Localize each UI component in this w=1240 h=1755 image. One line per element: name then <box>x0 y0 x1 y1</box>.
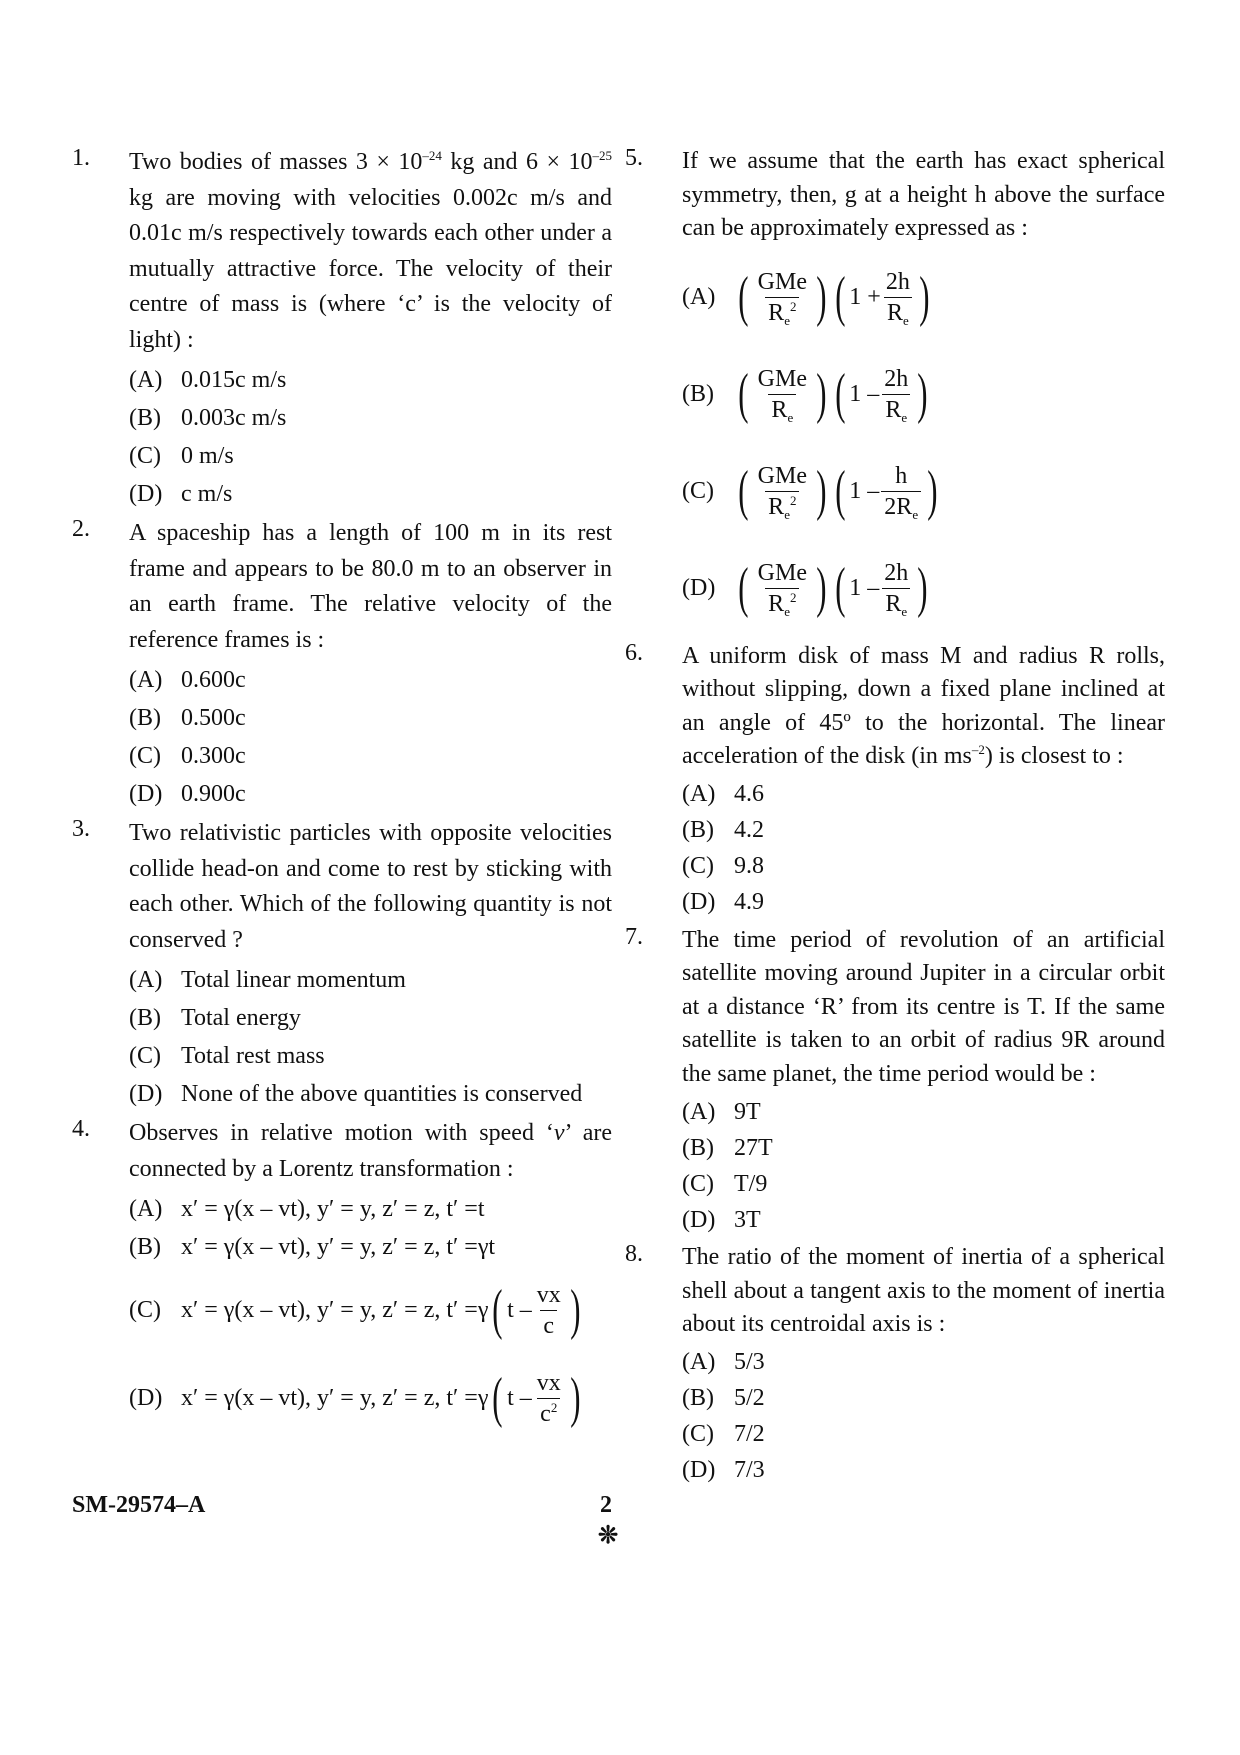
option-d[interactable]: (D) None of the above quantities is conserved <box>129 1080 583 1107</box>
option-a[interactable]: (A) 4.6 <box>682 781 764 807</box>
fraction: $\frac{2h}{R_e}$ <box>884 365 909 425</box>
option-list <box>129 361 612 513</box>
option-d[interactable]: (D) 3T <box>682 1206 761 1233</box>
question-number: 6. <box>625 639 643 666</box>
question-1 <box>72 145 612 513</box>
option-b[interactable]: (B) 0.003c m/s <box>129 404 287 431</box>
option-d[interactable]: (D) 0.900c <box>129 780 246 807</box>
question-3 <box>72 816 612 1113</box>
option-b[interactable]: (B) x′ = γ(x – vt), y′ = y, z′ = z, t′ = γt <box>129 1233 496 1260</box>
option-list <box>129 961 612 1113</box>
page-number: 2 <box>600 1492 612 1518</box>
fraction: $\frac{\text{GMe}}{R_e^2}$ <box>757 559 807 619</box>
option-c[interactable]: (C) 9.8 <box>682 853 764 879</box>
question-text: Two relativistic particles with opposite velocities collide head-on and come to rest by sticking with each other. Which of the following quantity is not conserved ? <box>129 820 612 953</box>
option-c[interactable]: (C) T/9 <box>682 1170 768 1197</box>
question-number: 7. <box>625 923 643 950</box>
question-number: 8. <box>625 1241 643 1267</box>
parenthesized-expression: ( t – $\frac{vx}{c^2}$ ) <box>492 1367 581 1429</box>
question-5 <box>625 145 1165 637</box>
option-c[interactable]: (C) x′ = γ(x – vt), y′ = y, z′ = z, t′ = γ ( t – $\frac{vx}{c}$ ) <box>129 1266 612 1354</box>
option-a[interactable]: (A) Total linear momentum <box>129 966 406 993</box>
question-8 <box>625 1241 1165 1489</box>
fraction: $\frac{\text{GMe}}{R_e^2}$ <box>757 268 807 328</box>
option-a[interactable]: (A) ( $\frac{\text{GMe}}{R_e^2}$ ) ( 1 + $\frac{2h}{R_e}$ ) <box>682 266 930 328</box>
option-b[interactable]: (B) Total energy <box>129 1004 301 1031</box>
fraction: $\frac{\text{GMe}}{R_e}$ <box>757 365 807 425</box>
option-c[interactable]: (C) Total rest mass <box>129 1042 325 1069</box>
fraction: $\frac{\text{GMe}}{R_e^2}$ <box>757 462 807 522</box>
left-column <box>72 145 612 1445</box>
option-a[interactable]: (A) x′ = γ(x – vt), y′ = y, z′ = z, t′ = t <box>129 1195 485 1222</box>
option-a[interactable]: (A) 9T <box>682 1098 761 1125</box>
question-number: 5. <box>625 145 643 171</box>
question-text: The ratio of the moment of inertia of a spherical shell about a tangent axis to the moment of inertia about its centroidal axis is : <box>682 1244 1165 1337</box>
question-number: 4. <box>72 1116 90 1142</box>
option-d[interactable]: (D) 7/3 <box>682 1457 765 1483</box>
right-column <box>625 145 1165 1492</box>
option-c[interactable]: (C) 0.300c <box>129 742 246 769</box>
paper-code: SM-29574–A <box>72 1492 206 1518</box>
option-a[interactable]: (A) 0.600c <box>129 666 246 693</box>
option-d[interactable]: (D) x′ = γ(x – vt), y′ = y, z′ = z, t′ = γ ( t – $\frac{vx}{c^2}$ ) <box>129 1354 612 1442</box>
fraction: $\frac{vx}{c}$ <box>536 1281 561 1339</box>
option-b[interactable]: (B) ( $\frac{\text{GMe}}{R_e}$ ) ( 1 – $\frac{2h}{R_e}$ ) <box>682 363 928 425</box>
option-list <box>129 661 612 813</box>
option-b[interactable]: (B) 27T <box>682 1134 773 1161</box>
option-d[interactable]: (D) 4.9 <box>682 889 764 915</box>
option-b[interactable]: (B) 5/2 <box>682 1385 765 1411</box>
question-number: 1. <box>72 145 90 171</box>
fraction: $\frac{h}{2R_e}$ <box>881 463 921 520</box>
question-text: Two bodies of masses $3 \times 10^{-24}$ kg and $6 \times 10^{-25}$ kg are moving with velocities 0.002c m/s and 0.01c m/s respectively towards each other under a mutually attractive force. The velocity of their centre of mass is (where ‘c’ is the velocity of light) : <box>129 148 613 353</box>
question-number: 3. <box>72 816 90 842</box>
question-4 <box>72 1116 612 1442</box>
question-text: Observes in relative motion with speed ‘v’ are connected by a Lorentz transformation : <box>129 1120 612 1182</box>
option-list <box>682 1094 1165 1238</box>
option-d[interactable]: (D) c m/s <box>129 480 233 507</box>
question-text: A uniform disk of mass M and radius R rolls, without slipping, down a fixed plane inclined at an angle of 45º to the horizontal. The linear acceleration of the disk (in $ms^{-2}$) is closest to : <box>682 642 1165 769</box>
asterism-icon: ❊ <box>598 1523 619 1549</box>
question-text: A spaceship has a length of 100 m in its rest frame and appears to be 80.0 m to an observer in an earth frame. The relative velocity of the reference frames is : <box>129 520 612 653</box>
fraction: $\frac{vx}{c^2}$ <box>536 1369 561 1427</box>
option-b[interactable]: (B) 4.2 <box>682 817 764 843</box>
question-text: The time period of revolution of an artificial satellite moving around Jupiter in a circular orbit at a distance ‘R’ from its centre is T. If the same satellite is taken to an orbit of radius 9R around the same planet, the time period would be : <box>682 926 1165 1087</box>
option-c[interactable]: (C) 0 m/s <box>129 442 234 469</box>
option-list <box>129 1190 612 1442</box>
option-list <box>682 777 1165 921</box>
option-d[interactable]: (D) ( $\frac{\text{GMe}}{R_e^2}$ ) ( 1 – $\frac{2h}{R_e}$ ) <box>682 557 928 619</box>
fraction: $\frac{2h}{R_e}$ <box>885 268 910 328</box>
question-2 <box>72 516 612 813</box>
question-6 <box>625 640 1165 921</box>
parenthesized-expression: ( t – $\frac{vx}{c}$ ) <box>492 1279 581 1341</box>
option-a[interactable]: (A) 5/3 <box>682 1349 765 1375</box>
question-7 <box>625 924 1165 1239</box>
option-c[interactable]: (C) ( $\frac{\text{GMe}}{R_e^2}$ ) ( 1 – $\frac{h}{2R_e}$ ) <box>682 460 938 522</box>
option-c[interactable]: (C) 7/2 <box>682 1421 765 1447</box>
option-list <box>682 1345 1165 1489</box>
fraction: $\frac{2h}{R_e}$ <box>884 559 909 619</box>
question-text: If we assume that the earth has exact spherical symmetry, then, g at a height h above the surface can be approximately expressed as : <box>682 148 1165 241</box>
question-number: 2. <box>72 516 90 542</box>
option-a[interactable]: (A) 0.015c m/s <box>129 366 287 393</box>
option-list <box>682 249 1165 637</box>
option-b[interactable]: (B) 0.500c <box>129 704 246 731</box>
